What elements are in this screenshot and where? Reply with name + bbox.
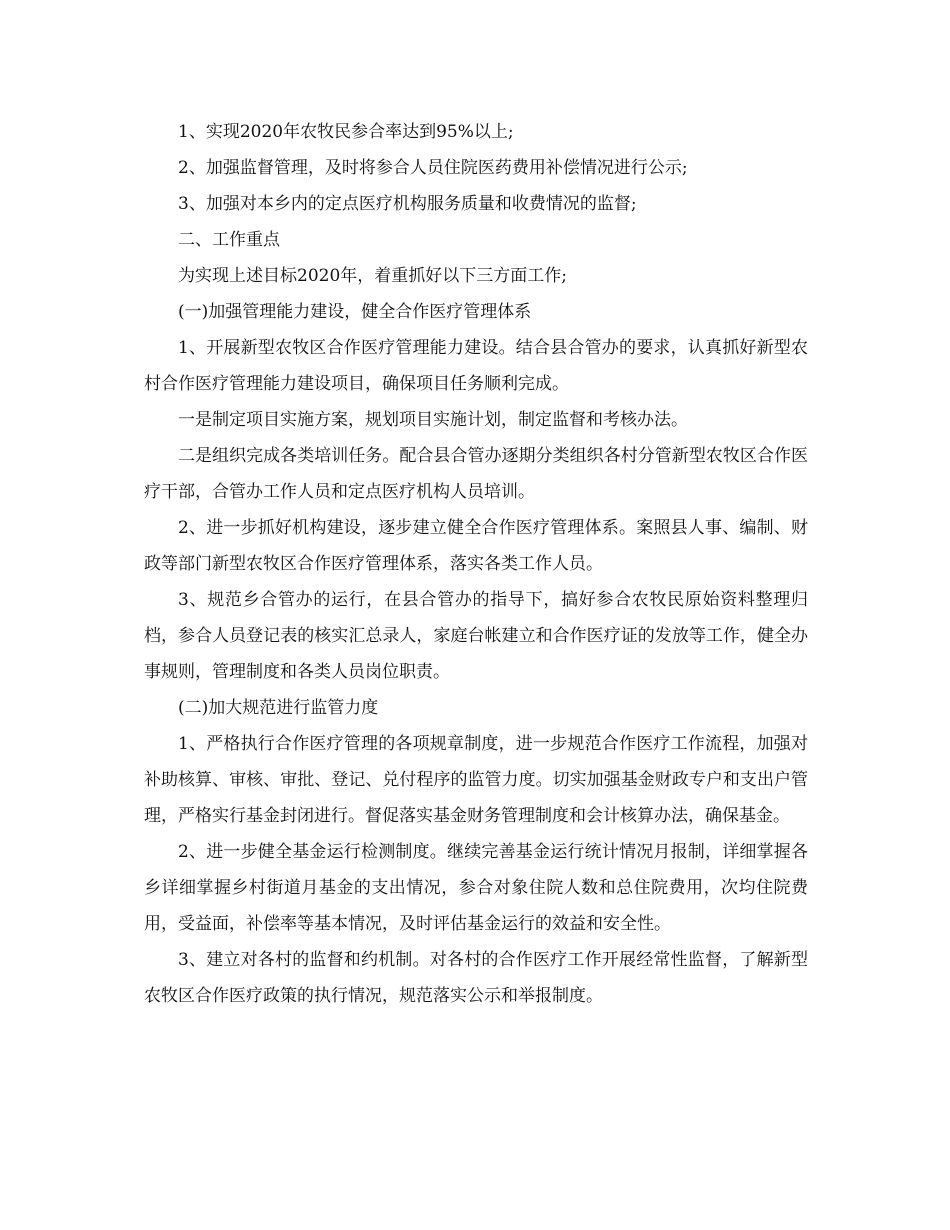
paragraph: 2、加强监督管理，及时将参合人员住院医药费用补偿情况进行公示; bbox=[178, 158, 688, 178]
paragraph: 二是组织完成各类培训任务。配合县合管办逐期分类组织各村分管新型农牧区合作医疗干部，合管办工作人员和定点医疗机构人员培训。 bbox=[144, 446, 808, 502]
subsection-heading: (一)加强管理能力建设，健全合作医疗管理体系 bbox=[178, 302, 532, 322]
paragraph: 2、进一步抓好机构建设，逐步建立健全合作医疗管理体系。案照县人事、编制、财政等部门新型农牧区合作医疗管理体系，落实各类工作人员。 bbox=[144, 518, 808, 574]
paragraph: 为实现上述目标2020年，着重抓好以下三方面工作; bbox=[178, 266, 567, 286]
paragraph: 1、实现2020年农牧民参合率达到95%以上; bbox=[178, 122, 514, 142]
paragraph: 1、开展新型农牧区合作医疗管理能力建设。结合县合管办的要求，认真抓好新型农村合作医疗管理能力建设项目，确保项目任务顺利完成。 bbox=[144, 338, 808, 394]
section-heading: 二、工作重点 bbox=[178, 230, 280, 250]
document-body bbox=[144, 114, 808, 1014]
paragraph: 一是制定项目实施方案，规划项目实施计划，制定监督和考核办法。 bbox=[178, 410, 688, 430]
paragraph: 2、进一步健全基金运行检测制度。继续完善基金运行统计情况月报制，详细掌握各乡详细掌握乡村街道月基金的支出情况，参合对象住院人数和总住院费用，次均住院费用，受益面，补偿率等基本情况，及时评估基金运行的效益和安全性。 bbox=[144, 842, 808, 934]
paragraph: 1、严格执行合作医疗管理的各项规章制度，进一步规范合作医疗工作流程，加强对补助核算、审核、审批、登记、兑付程序的监管力度。切实加强基金财政专户和支出户管理，严格实行基金封闭进行。督促落实基金财务管理制度和会计核算办法，确保基金。 bbox=[144, 734, 808, 826]
subsection-heading: (二)加大规范进行监管力度 bbox=[178, 698, 379, 718]
paragraph: 3、加强对本乡内的定点医疗机构服务质量和收费情况的监督; bbox=[178, 194, 637, 214]
paragraph: 3、建立对各村的监督和约机制。对各村的合作医疗工作开展经常性监督，了解新型农牧区合作医疗政策的执行情况，规范落实公示和举报制度。 bbox=[144, 950, 808, 1006]
paragraph: 3、规范乡合管办的运行，在县合管办的指导下，搞好参合农牧民原始资料整理归档，参合人员登记表的核实汇总录人，家庭台帐建立和合作医疗证的发放等工作，健全办事规则，管理制度和各类人员岗位职责。 bbox=[144, 590, 808, 682]
